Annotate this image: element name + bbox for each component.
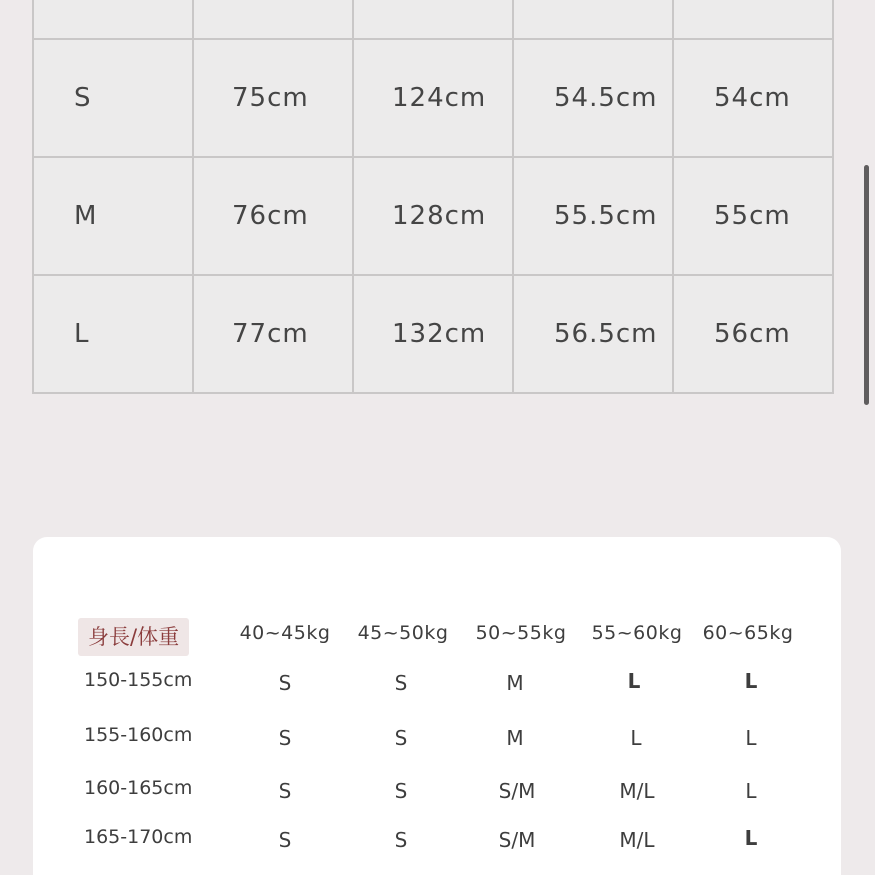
- table-cell: [673, 39, 833, 157]
- sleeve-value: 56cm: [714, 319, 791, 349]
- size-cell: S: [278, 726, 292, 750]
- recommend-card: [33, 537, 841, 875]
- table-cell: [353, 275, 513, 393]
- table-cell: [193, 39, 353, 157]
- table-cell: [33, 275, 193, 393]
- sleeve-value: 54cm: [714, 83, 791, 113]
- height-label: 150-155cm: [84, 669, 193, 691]
- shoulder-value: 56.5cm: [554, 319, 658, 349]
- size-table-header-row: [33, 0, 833, 39]
- header-cell: [353, 0, 513, 39]
- size-cell: M/L: [619, 779, 655, 803]
- header-cell: [33, 0, 193, 39]
- shoulder-value: 55.5cm: [554, 201, 658, 231]
- table-cell: [513, 157, 673, 275]
- size-cell: L: [745, 779, 757, 803]
- height-label: 165-170cm: [84, 826, 193, 848]
- size-cell: L: [744, 669, 758, 693]
- header-cell: [673, 0, 833, 39]
- weight-header: 45~50kg: [357, 622, 449, 644]
- size-cell: M: [506, 726, 524, 750]
- table-cell: [673, 275, 833, 393]
- length-value: 76cm: [232, 201, 309, 231]
- size-row-m: [33, 157, 833, 275]
- size-cell: S: [394, 828, 408, 852]
- size-cell: S: [278, 779, 292, 803]
- size-cell: L: [745, 726, 757, 750]
- size-cell: S: [278, 828, 292, 852]
- chest-value: 128cm: [392, 201, 487, 231]
- size-cell: S: [394, 779, 408, 803]
- header-cell: [513, 0, 673, 39]
- chest-value: 124cm: [392, 83, 487, 113]
- size-row-s: [33, 39, 833, 157]
- header-cell: [193, 0, 353, 39]
- table-cell: [193, 157, 353, 275]
- weight-header: 40~45kg: [239, 622, 331, 644]
- sleeve-value: 55cm: [714, 201, 791, 231]
- height-label: 155-160cm: [84, 724, 193, 746]
- size-cell: L: [627, 669, 641, 693]
- table-cell: [33, 157, 193, 275]
- shoulder-value: 54.5cm: [554, 83, 658, 113]
- table-cell: [33, 39, 193, 157]
- vertical-scrollbar[interactable]: [864, 165, 869, 405]
- table-cell: [193, 275, 353, 393]
- size-cell: S: [394, 726, 408, 750]
- size-cell: L: [744, 826, 758, 850]
- height-weight-label: 身長/体重: [78, 618, 189, 656]
- chest-value: 132cm: [392, 319, 487, 349]
- size-cell: L: [630, 726, 642, 750]
- size-table: [32, 0, 834, 394]
- size-cell: S/M: [498, 828, 536, 852]
- size-cell: S: [278, 671, 292, 695]
- table-cell: [513, 39, 673, 157]
- table-cell: [353, 39, 513, 157]
- table-cell: [513, 275, 673, 393]
- weight-header: 60~65kg: [702, 622, 794, 644]
- height-label: 160-165cm: [84, 777, 193, 799]
- size-cell: M: [506, 671, 524, 695]
- length-value: 77cm: [232, 319, 309, 349]
- weight-header: 55~60kg: [591, 622, 683, 644]
- size-cell: S: [394, 671, 408, 695]
- table-cell: [353, 157, 513, 275]
- weight-header: 50~55kg: [475, 622, 567, 644]
- size-label: S: [74, 83, 92, 113]
- size-label: M: [74, 201, 98, 231]
- length-value: 75cm: [232, 83, 309, 113]
- size-cell: M/L: [619, 828, 655, 852]
- size-row-l: [33, 275, 833, 393]
- size-label: L: [74, 319, 90, 349]
- table-cell: [673, 157, 833, 275]
- size-cell: S/M: [498, 779, 536, 803]
